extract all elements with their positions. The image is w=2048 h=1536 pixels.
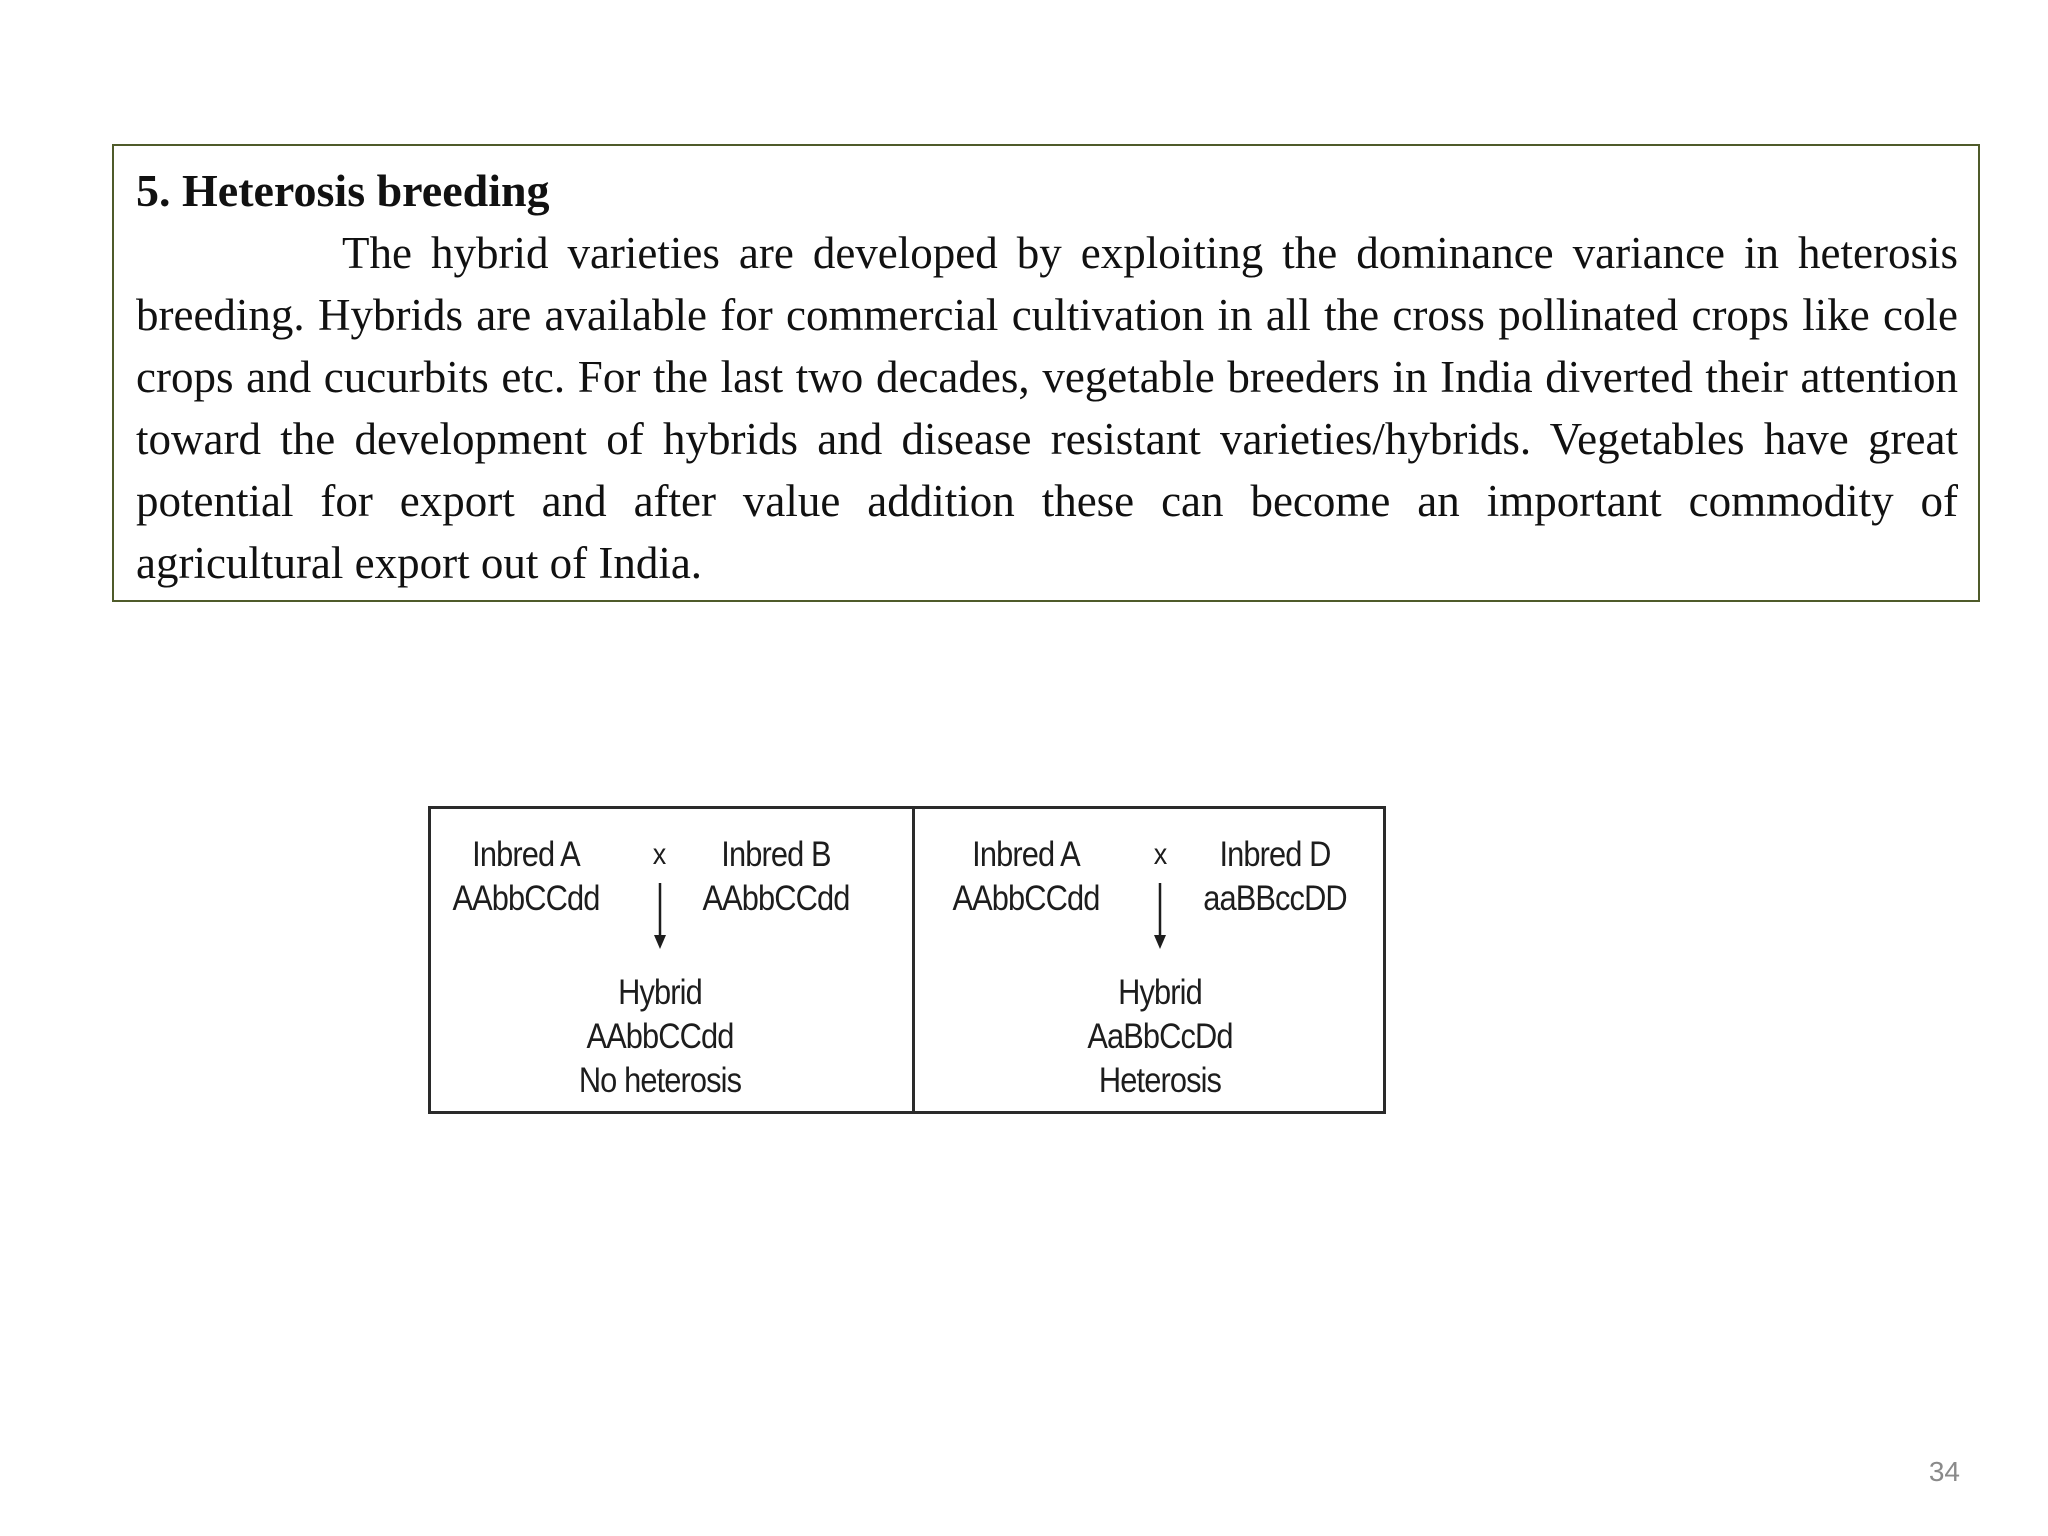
figure-panel-no-heterosis (431, 809, 915, 1111)
parent1-genotype: AAbbCCdd (952, 879, 1100, 918)
parent2-name: Inbred B (721, 835, 831, 874)
down-arrow-icon (650, 881, 670, 951)
result-label: No heterosis (578, 1061, 742, 1100)
parent1-name: Inbred A (472, 835, 580, 874)
down-arrow-icon (1150, 881, 1170, 951)
offspring-name: Hybrid (618, 973, 702, 1012)
page-number: 34 (1928, 1456, 1960, 1487)
offspring-name: Hybrid (1118, 973, 1202, 1012)
parent1-name: Inbred A (972, 835, 1080, 874)
result-label: Heterosis (1098, 1061, 1222, 1100)
parent2-genotype: AAbbCCdd (702, 879, 850, 918)
body-paragraph: The hybrid varieties are developed by exploiting the dominance variance in heterosis breeding. Hybrids are available for commercial cultivation in all the cross pollinated crops like cole crops and cucurbits etc. For the last two decades, vegetable breeders in India diverted their attention toward the development of hybrids and disease resistant varieties/hybrids. Vegetables have great potential for export and after value addition these can become an important commodity of agricultural export out of India. (136, 228, 1958, 588)
parent2-genotype: aaBBccDD (1203, 879, 1347, 918)
cross-symbol: x (1153, 838, 1168, 871)
section-heading: 5. Heterosis breeding (136, 165, 550, 216)
parent1-genotype: AAbbCCdd (452, 879, 600, 918)
heterosis-figure (428, 806, 1386, 1114)
parent2-name: Inbred D (1219, 835, 1331, 874)
cross-symbol: x (652, 838, 667, 871)
text-box (112, 144, 1980, 602)
offspring-genotype: AaBbCcDd (1087, 1017, 1233, 1056)
offspring-genotype: AAbbCCdd (586, 1017, 734, 1056)
figure-panel-heterosis (915, 809, 1383, 1111)
